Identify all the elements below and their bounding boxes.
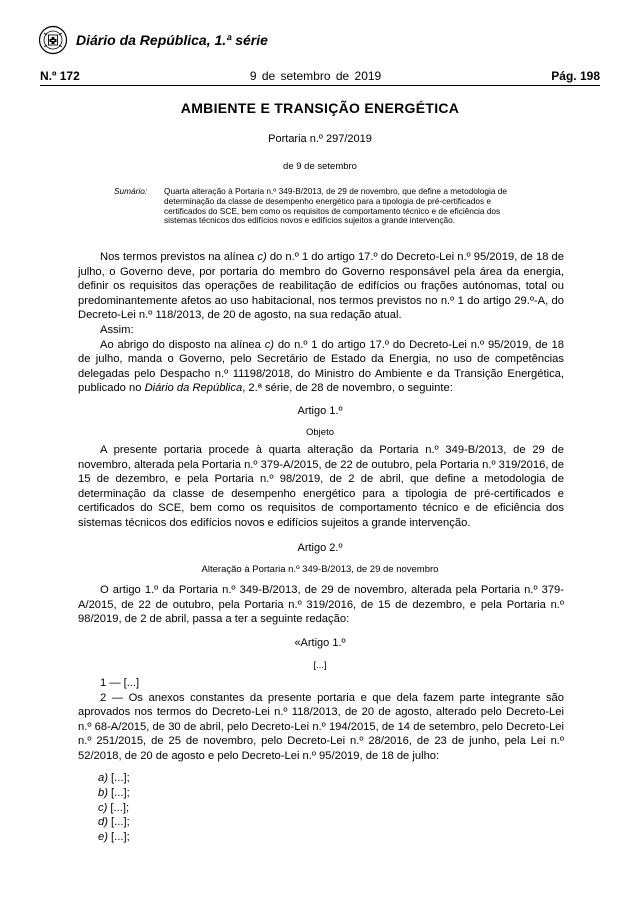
list-item: c) [...];	[98, 801, 130, 814]
list-item: e) [...];	[98, 831, 130, 844]
list-item: b) [...];	[98, 786, 130, 799]
article-2-heading: Artigo 2.º	[297, 542, 343, 554]
article-1-subheading: Objeto	[306, 427, 334, 438]
page-number: Pág. 198	[551, 69, 600, 83]
preamble	[78, 250, 564, 396]
quoted-list	[98, 771, 130, 845]
article-2-text: O artigo 1.º da Portaria n.º 349-B/2013, de 29 de novembro, alterada pela Portaria n.º 379-A/2015, de 22 de outubro, pela Portaria n.º 319/2016, de 15 de dezembro, e pela Portaria n.º 98/2019, de 2 de abril, passa a ter a seguinte redação:	[78, 584, 564, 626]
preamble-paragraph-2: Assim:	[100, 323, 134, 336]
summary-label: Sumário:	[114, 186, 148, 196]
issue-number: N.º 172	[40, 69, 80, 83]
portaria-title: Portaria n.º 297/2019	[268, 133, 372, 145]
page-header	[40, 65, 600, 83]
article-2-body	[78, 583, 564, 627]
portaria-date: de 9 de setembro	[283, 161, 357, 172]
ministry-heading: AMBIENTE E TRANSIÇÃO ENERGÉTICA	[180, 100, 460, 116]
article-2-subheading: Alteração à Portaria n.º 349-B/2013, de 29 de novembro	[201, 564, 439, 575]
header-rule	[40, 85, 600, 86]
quoted-item-1: 1 — [...]	[100, 677, 140, 689]
article-1-text: A presente portaria procede à quarta alteração da Portaria n.º 349-B/2013, de 29 de novembro, alterada pela Portaria n.º 379-A/2015, de 22 de outubro, pela Portaria n.º 319/2016, de 15 de dezembro, e pela Portaria n.º 98/2019, de 2 de abril, que define a metodologia de determinação da classe de desempenho energético para a tipologia de pré-certificados e certificados do SCE, bem como os requisitos de comportamento técnico e de eficiência dos sistemas técnicos dos edifícios novos e edifícios sujeitos a grande intervenção.	[78, 444, 564, 529]
journal-title: Diário da República, 1.ª série	[76, 32, 268, 48]
list-item: d) [...];	[98, 816, 130, 829]
issue-date: 9 de setembro de 2019	[249, 69, 382, 83]
preamble-paragraph-1: Nos termos previstos na alínea c) do n.º 1 do artigo 17.º do Decreto-Lei n.º 95/2019, de 18 de julho, o Governo deve, por portaria do membro do Governo responsável pela área da energia, definir os requisitos das operações de reabilitação de edifícios ou frações autónomas, total ou predominantemente afetos ao uso habitacional, nos termos previstos no n.º 1 do artigo 29.º-A, do Decreto-Lei n.º 118/2013, de 20 de agosto, na sua redação atual.	[78, 251, 565, 322]
preamble-paragraph-3: Ao abrigo do disposto na alínea c) do n.º 1 do artigo 17.º do Decreto-Lei n.º 95/2019, de 18 de julho, manda o Governo, pelo Secretário de Estado da Energia, no uso de competências delegadas pelo Despacho n.º 11198/2018, do Ministro do Ambiente e da Transição Energética, publicado no Diário da República, 2.ª série, de 28 de novembro, o seguinte:	[78, 338, 564, 395]
quoted-ellipsis: [...]	[313, 660, 327, 671]
masthead	[38, 24, 268, 56]
quoted-article-heading: «Artigo 1.º	[294, 637, 346, 649]
quoted-item-2: 2 — Os anexos constantes da presente portaria e que dela fazem parte integrante são aprovados nos termos do Decreto-Lei n.º 118/2013, de 20 de agosto, alterado pelo Decreto-Lei n.º 68-A/2015, de 30 de abril, pelo Decreto-Lei n.º 194/2015, de 14 de setembro, pelo Decreto-Lei n.º 251/2015, de 25 de novembro, pelo Decreto-Lei n.º 28/2016, de 23 de junho, pela Lei n.º 52/2018, de 20 de agosto e pelo Decreto-Lei n.º 95/2019, de 18 de julho:	[78, 691, 564, 762]
article-1-body	[78, 443, 564, 531]
list-item: a) [...];	[98, 772, 130, 784]
summary	[114, 187, 534, 226]
quoted-body	[78, 676, 564, 764]
article-1-heading: Artigo 1.º	[297, 405, 343, 417]
summary-text: Quarta alteração à Portaria n.º 349-B/2013, de 29 de novembro, que define a metodologia de determinação da classe de desempenho energético para a tipologia de pré-certificados e certificados do SCE, bem como os requisitos de comportamento técnico e de eficiência dos sistemas técnicos dos edifícios novos e edifícios sujeitos a grande intervenção.	[164, 186, 507, 226]
coat-of-arms-icon	[38, 25, 68, 55]
